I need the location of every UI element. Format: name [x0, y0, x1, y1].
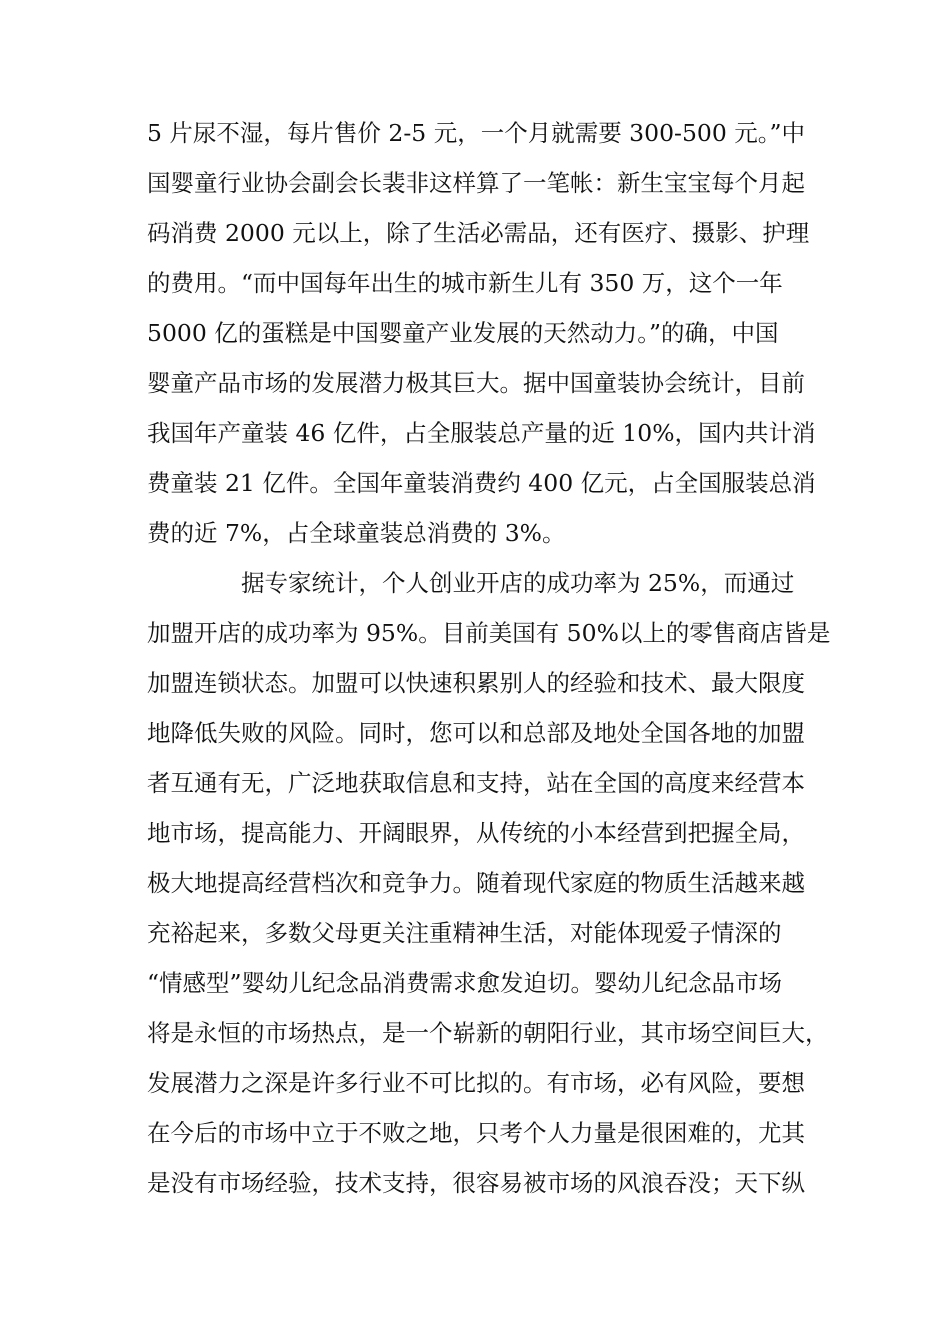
text-line: 5 片尿不湿，每片售价 2-5 元，一个月就需要 300-500 元。”中 — [147, 119, 806, 147]
text-line: “情感型”婴幼儿纪念品消费需求愈发迫切。婴幼儿纪念品市场 — [147, 969, 783, 997]
paragraph-first-line: 据专家统计，个人创业开店的成功率为 25%，而通过 — [241, 569, 795, 597]
text-line: 码消费 2000 元以上，除了生活必需品，还有医疗、摄影、护理 — [147, 219, 810, 247]
text-line: 发展潜力之深是许多行业不可比拟的。有市场，必有风险，要想 — [147, 1069, 805, 1097]
text-line: 婴童产品市场的发展潜力极其巨大。据中国童装协会统计，目前 — [147, 369, 805, 397]
text-line: 者互通有无，广泛地获取信息和支持，站在全国的高度来经营本 — [147, 769, 805, 797]
text-line: 地市场，提高能力、开阔眼界，从传统的小本经营到把握全局， — [147, 819, 805, 847]
text-line: 充裕起来，多数父母更关注重精神生活，对能体现爱子情深的 — [147, 919, 782, 947]
text-line: 将是永恒的市场热点，是一个崭新的朝阳行业，其市场空间巨大， — [147, 1019, 829, 1047]
text-line: 5000 亿的蛋糕是中国婴童产业发展的天然动力。”的确，中国 — [147, 319, 779, 347]
text-line: 极大地提高经营档次和竞争力。随着现代家庭的物质生活越来越 — [147, 869, 805, 897]
text-line: 是没有市场经验，技术支持，很容易被市场的风浪吞没；天下纵 — [147, 1169, 805, 1197]
text-line: 费的近 7%，占全球童装总消费的 3%。 — [147, 519, 566, 547]
text-line: 加盟连锁状态。加盟可以快速积累别人的经验和技术、最大限度 — [147, 669, 805, 697]
text-line: 我国年产童装 46 亿件，占全服装总产量的近 10%，国内共计消 — [147, 419, 816, 447]
text-line: 地降低失败的风险。同时，您可以和总部及地处全国各地的加盟 — [147, 719, 805, 747]
text-line: 加盟开店的成功率为 95%。目前美国有 50%以上的零售商店皆是 — [147, 619, 831, 647]
text-line: 费童装 21 亿件。全国年童装消费约 400 亿元，占全国服装总消 — [147, 469, 816, 497]
text-line: 在今后的市场中立于不败之地，只考个人力量是很困难的，尤其 — [147, 1119, 805, 1147]
text-line: 国婴童行业协会副会长裴非这样算了一笔帐：新生宝宝每个月起 — [147, 169, 805, 197]
text-line: 的费用。“而中国每年出生的城市新生儿有 350 万，这个一年 — [147, 269, 783, 297]
